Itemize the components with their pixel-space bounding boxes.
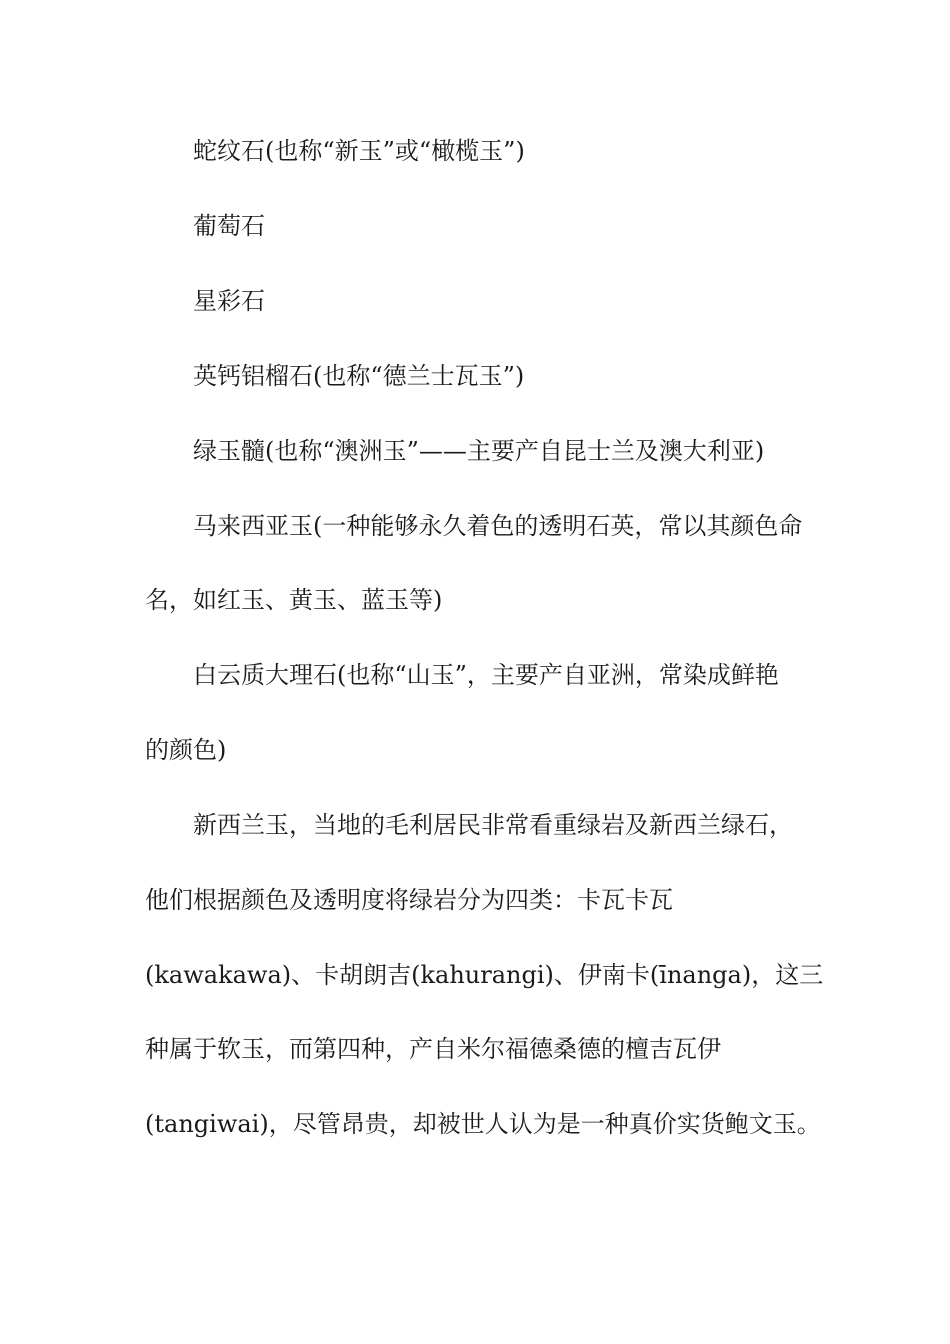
- text-line-malaysia-jade: 马来西亚玉(一种能够永久着色的透明石英，常以其颜色命: [193, 512, 803, 540]
- text-line-dolomite-marble-cont: 的颜色): [145, 736, 227, 764]
- text-line-nz-jade-cont-4: (tangiwai)，尽管昂贵，却被世人认为是一种真价实货鲍文玉。: [145, 1110, 821, 1138]
- text-line-prehnite: 葡萄石: [193, 212, 265, 240]
- text-line-nz-jade: 新西兰玉，当地的毛利居民非常看重绿岩及新西兰绿石，: [193, 811, 793, 839]
- text-line-grossular: 英钙铝榴石(也称“德兰士瓦玉”): [193, 362, 525, 390]
- text-line-malaysia-jade-cont: 名，如红玉、黄玉、蓝玉等): [145, 586, 443, 614]
- text-line-star-stone: 星彩石: [193, 287, 265, 315]
- text-line-serpentine: 蛇纹石(也称“新玉”或“橄榄玉”): [193, 137, 525, 165]
- text-line-nz-jade-cont-1: 他们根据颜色及透明度将绿岩分为四类：卡瓦卡瓦: [145, 886, 673, 914]
- text-line-chrysoprase: 绿玉髓(也称“澳洲玉”——主要产自昆士兰及澳大利亚): [193, 437, 765, 465]
- text-line-nz-jade-cont-3: 种属于软玉，而第四种，产自米尔福德桑德的檀吉瓦伊: [145, 1035, 721, 1063]
- text-line-dolomite-marble: 白云质大理石(也称“山玉”，主要产自亚洲，常染成鲜艳: [193, 661, 779, 689]
- text-line-nz-jade-cont-2: (kawakawa)、卡胡朗吉(kahurangi)、伊南卡(īnanga)，这三: [145, 961, 824, 989]
